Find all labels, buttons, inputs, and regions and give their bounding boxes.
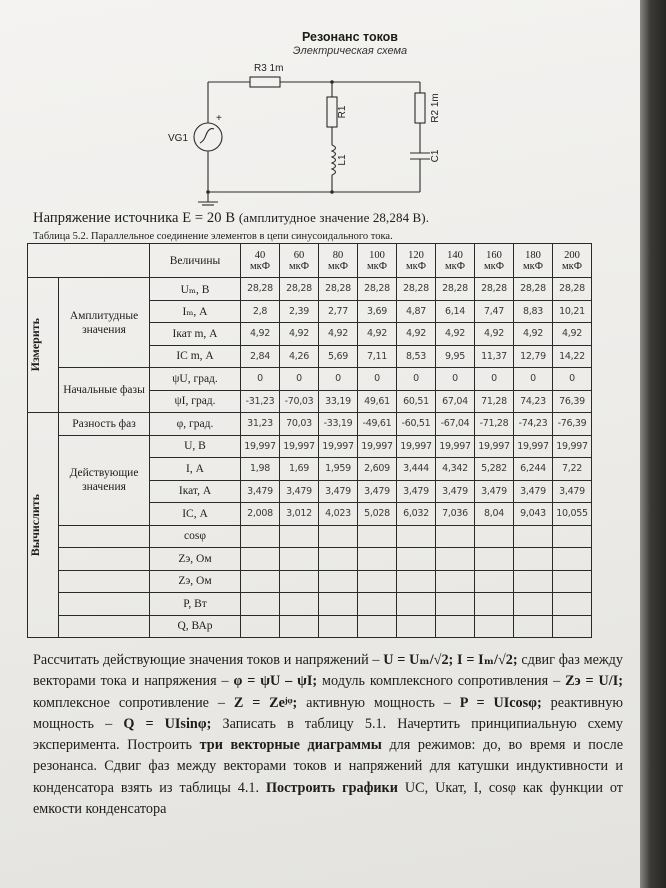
cell-um: 28,28 (358, 278, 397, 301)
cell-ikat: 4,92 (397, 323, 436, 346)
table-row (28, 548, 592, 571)
cell-psiu: 0 (553, 368, 592, 391)
label-r1: R1 (337, 105, 348, 119)
cell-ikat_eff: 3,479 (241, 480, 280, 503)
header-capacitance (358, 244, 397, 278)
group-blank (59, 615, 150, 638)
cell-icm: 9,95 (436, 345, 475, 368)
quantity-um: Uₘ, В (150, 278, 241, 301)
cell-phi: -74,23 (514, 413, 553, 436)
cell-ikat: 4,92 (475, 323, 514, 346)
cell-ikat_eff: 3,479 (514, 480, 553, 503)
inductor-l1 (332, 145, 336, 175)
cell-i: 5,282 (475, 458, 514, 481)
cell-um: 28,28 (436, 278, 475, 301)
cell-ikat: 4,92 (319, 323, 358, 346)
group-blank (59, 525, 150, 548)
cell-u: 19,997 (514, 435, 553, 458)
cell-cos (475, 525, 514, 548)
cell-im: 2,77 (319, 300, 358, 323)
cell-zc (241, 570, 280, 593)
cell-icm: 12,79 (514, 345, 553, 368)
cell-phi: -71,28 (475, 413, 514, 436)
capacitance-unit: мкФ (249, 260, 271, 272)
table-header-row (28, 244, 592, 278)
label-r2: R2 1m (430, 93, 441, 123)
cell-z (553, 548, 592, 571)
cell-zc (553, 570, 592, 593)
cell-ic: 4,023 (319, 503, 358, 526)
cell-psii: 74,23 (514, 390, 553, 413)
cell-cos (358, 525, 397, 548)
para-formula-reactive-power: Q = UIsinφ; (123, 715, 212, 732)
capacitance-unit: мкФ (327, 260, 349, 272)
quantity-phi: φ, град. (150, 413, 241, 436)
table-row (28, 615, 592, 638)
cell-ikat: 4,92 (436, 323, 475, 346)
cell-um: 28,28 (319, 278, 358, 301)
cell-psii: 76,39 (553, 390, 592, 413)
cell-psiu: 0 (280, 368, 319, 391)
cell-p (475, 593, 514, 616)
source-voltage-heading (33, 210, 429, 227)
cell-icm: 4,26 (280, 345, 319, 368)
para-text-9: UC, Uкат, I, cosφ как функции от емкости конденсатора (33, 779, 623, 818)
cell-p (436, 593, 475, 616)
cell-q (319, 615, 358, 638)
cell-im: 2,8 (241, 300, 280, 323)
cell-i: 1,98 (241, 458, 280, 481)
cell-zc (358, 570, 397, 593)
cell-psiu: 0 (397, 368, 436, 391)
cell-cos (280, 525, 319, 548)
resistor-r2 (415, 93, 425, 123)
label-l1: L1 (337, 154, 348, 166)
cell-z (241, 548, 280, 571)
header-capacitance (514, 244, 553, 278)
capacitance-unit: мкФ (522, 260, 544, 272)
cell-u: 19,997 (319, 435, 358, 458)
cell-z (475, 548, 514, 571)
cell-z (514, 548, 553, 571)
capacitance-value: 180 (525, 249, 541, 261)
cell-q (241, 615, 280, 638)
desk-edge (640, 0, 666, 888)
quantity-psii: ψI, град. (150, 390, 241, 413)
cell-psiu: 0 (514, 368, 553, 391)
quantity-cos: cosφ (150, 525, 241, 548)
cell-zc (436, 570, 475, 593)
quantity-u: U, В (150, 435, 241, 458)
voltage-source-vg1 (194, 123, 222, 151)
cell-q (475, 615, 514, 638)
cell-phi: -60,51 (397, 413, 436, 436)
table-row (28, 278, 592, 301)
quantity-icm: IC m, А (150, 345, 241, 368)
cell-psiu: 0 (475, 368, 514, 391)
cell-i: 7,22 (553, 458, 592, 481)
cell-icm: 14,22 (553, 345, 592, 368)
cell-i: 3,444 (397, 458, 436, 481)
measurement-table (27, 243, 592, 638)
cell-ikat_eff: 3,479 (436, 480, 475, 503)
cell-im: 10,21 (553, 300, 592, 323)
cell-cos (514, 525, 553, 548)
cell-q (358, 615, 397, 638)
cell-um: 28,28 (553, 278, 592, 301)
cell-u: 19,997 (280, 435, 319, 458)
cell-ic: 6,032 (397, 503, 436, 526)
capacitance-unit: мкФ (444, 260, 466, 272)
cell-um: 28,28 (475, 278, 514, 301)
table-caption: Таблица 5.2. Параллельное соединение элементов в цепи синусоидального тока. (33, 231, 393, 242)
cell-ikat_eff: 3,479 (280, 480, 319, 503)
quantity-ic: IC, А (150, 503, 241, 526)
para-formula-impedance-mod: Zэ = U/I; (565, 673, 623, 690)
cell-um: 28,28 (397, 278, 436, 301)
cell-psiu: 0 (358, 368, 397, 391)
cell-psii: 67,04 (436, 390, 475, 413)
cell-i: 4,342 (436, 458, 475, 481)
cell-phi: -67,04 (436, 413, 475, 436)
cell-psii: 60,51 (397, 390, 436, 413)
label-plus: + (216, 113, 222, 124)
header-quantity: Величины (150, 244, 241, 278)
cell-ikat_eff: 3,479 (553, 480, 592, 503)
para-text-2: сдвиг фаз между векторами тока и напряжения – (33, 652, 623, 690)
cell-im: 7,47 (475, 300, 514, 323)
quantity-zc: Zэ, Ом (150, 570, 241, 593)
resistor-r3 (250, 77, 280, 87)
cell-phi: 31,23 (241, 413, 280, 436)
cell-u: 19,997 (553, 435, 592, 458)
cell-q (280, 615, 319, 638)
cell-ikat: 4,92 (280, 323, 319, 346)
cell-ic: 8,04 (475, 503, 514, 526)
heading-main: Напряжение источника E = 20 В (33, 210, 236, 226)
para-text-6: реактивную мощность – (33, 694, 623, 732)
table-row (28, 368, 592, 391)
group-blank (59, 570, 150, 593)
header-capacitance (397, 244, 436, 278)
cell-ikat_eff: 3,479 (319, 480, 358, 503)
cell-phi: -33,19 (319, 413, 358, 436)
cell-ic: 2,008 (241, 503, 280, 526)
cell-ic: 3,012 (280, 503, 319, 526)
capacitance-value: 80 (332, 249, 344, 261)
cell-psii: -70,03 (280, 390, 319, 413)
capacitance-unit: мкФ (561, 260, 583, 272)
cell-im: 4,87 (397, 300, 436, 323)
cell-p (280, 593, 319, 616)
quantity-z: Zэ, Ом (150, 548, 241, 571)
cell-p (553, 593, 592, 616)
cell-p (397, 593, 436, 616)
para-text-7: Записать в таблицу 5.1. Начертить принципиальную схему эксперимента. Построить (33, 715, 623, 754)
cell-ic: 9,043 (514, 503, 553, 526)
cell-p (514, 593, 553, 616)
cell-z (319, 548, 358, 571)
capacitance-value: 100 (369, 249, 385, 261)
cell-psii: 49,61 (358, 390, 397, 413)
cell-ikat: 4,92 (553, 323, 592, 346)
cell-icm: 8,53 (397, 345, 436, 368)
quantity-ikat_eff: Iкат, А (150, 480, 241, 503)
cell-ikat_eff: 3,479 (358, 480, 397, 503)
group-effective: Действующие значения (59, 435, 150, 525)
cell-z (358, 548, 397, 571)
capacitance-unit: мкФ (405, 260, 427, 272)
section-compute (28, 413, 59, 638)
header-capacitance (475, 244, 514, 278)
capacitance-value: 200 (564, 249, 580, 261)
quantity-q: Q, ВАр (150, 615, 241, 638)
cell-i: 2,609 (358, 458, 397, 481)
cell-ikat: 4,92 (358, 323, 397, 346)
para-formula-phase: φ = ψU – ψI; (233, 673, 318, 690)
cell-icm: 5,69 (319, 345, 358, 368)
table-row (28, 525, 592, 548)
header-blank (28, 244, 150, 278)
cell-zc (475, 570, 514, 593)
circuit-schematic (168, 55, 480, 215)
cell-zc (397, 570, 436, 593)
quantity-ikat: Iкат m, А (150, 323, 241, 346)
table-row (28, 435, 592, 458)
para-text-3: модуль комплексного сопротивления – (317, 673, 566, 690)
para-text-8: для режимов: до, во время и после резонанса. Сдвиг фаз между векторами токов и напряжений для катушки индуктивности и конденсатора взять из таблицы 4.1. (33, 737, 623, 796)
para-bold-plot-graphs: Построить графики (265, 779, 398, 796)
para-formula-active-power: P = UIcosφ; (459, 694, 542, 711)
label-r3: R3 1m (254, 63, 284, 74)
para-text-5: активную мощность – (297, 694, 460, 711)
cell-psiu: 0 (319, 368, 358, 391)
group-initial-phases: Начальные фазы (59, 368, 150, 413)
cell-psiu: 0 (436, 368, 475, 391)
resistor-r1 (327, 97, 337, 127)
label-c1: C1 (430, 149, 441, 163)
instructions-paragraph (33, 650, 623, 820)
cell-icm: 7,11 (358, 345, 397, 368)
cell-im: 6,14 (436, 300, 475, 323)
header-capacitance (319, 244, 358, 278)
cell-i: 1,959 (319, 458, 358, 481)
group-phase-diff: Разность фаз (59, 413, 150, 436)
cell-q (514, 615, 553, 638)
group-amplitude: Амплитудные значения (59, 278, 150, 368)
capacitance-unit: мкФ (288, 260, 310, 272)
schematic-title: Резонанс токов (302, 30, 398, 44)
cell-z (436, 548, 475, 571)
cell-im: 8,83 (514, 300, 553, 323)
cell-zc (319, 570, 358, 593)
cell-cos (553, 525, 592, 548)
table-row (28, 593, 592, 616)
header-capacitance (436, 244, 475, 278)
cell-im: 3,69 (358, 300, 397, 323)
cell-u: 19,997 (241, 435, 280, 458)
cell-phi: -76,39 (553, 413, 592, 436)
cell-psii: 71,28 (475, 390, 514, 413)
cell-i: 1,69 (280, 458, 319, 481)
capacitance-unit: мкФ (366, 260, 388, 272)
quantity-psiu: ψU, град. (150, 368, 241, 391)
cell-psii: 33,19 (319, 390, 358, 413)
quantity-p: P, Вт (150, 593, 241, 616)
cell-um: 28,28 (280, 278, 319, 301)
cell-ikat_eff: 3,479 (397, 480, 436, 503)
para-text-1: Рассчитать действующие значения токов и напряжений – (33, 652, 384, 668)
section-compute-label: Вычислить (28, 493, 42, 557)
cell-ic: 7,036 (436, 503, 475, 526)
cell-cos (397, 525, 436, 548)
capacitance-value: 60 (293, 249, 305, 261)
header-capacitance (553, 244, 592, 278)
cell-u: 19,997 (475, 435, 514, 458)
cell-i: 6,244 (514, 458, 553, 481)
capacitance-unit: мкФ (483, 260, 505, 272)
capacitance-value: 40 (254, 249, 266, 261)
cell-cos (436, 525, 475, 548)
para-formula-impedance: Z = Zeʲᵠ; (233, 694, 298, 711)
cell-phi: -49,61 (358, 413, 397, 436)
cell-im: 2,39 (280, 300, 319, 323)
cell-q (553, 615, 592, 638)
cell-psiu: 0 (241, 368, 280, 391)
heading-paren: (амплитудное значение 28,284 В). (238, 210, 430, 225)
cell-icm: 11,37 (475, 345, 514, 368)
cell-icm: 2,84 (241, 345, 280, 368)
cell-z (397, 548, 436, 571)
schematic-subtitle: Электрическая схема (292, 45, 408, 57)
capacitance-value: 140 (447, 249, 463, 261)
capacitance-value: 160 (486, 249, 502, 261)
cell-u: 19,997 (397, 435, 436, 458)
cell-cos (319, 525, 358, 548)
cell-zc (280, 570, 319, 593)
section-measure-label: Измерить (28, 318, 42, 372)
cell-p (241, 593, 280, 616)
cell-q (397, 615, 436, 638)
group-blank (59, 548, 150, 571)
cell-p (358, 593, 397, 616)
cell-um: 28,28 (514, 278, 553, 301)
cell-zc (514, 570, 553, 593)
cell-psii: -31,23 (241, 390, 280, 413)
cell-z (280, 548, 319, 571)
cell-u: 19,997 (436, 435, 475, 458)
quantity-i: I, А (150, 458, 241, 481)
cell-ikat_eff: 3,479 (475, 480, 514, 503)
cell-um: 28,28 (241, 278, 280, 301)
cell-p (319, 593, 358, 616)
cell-ic: 10,055 (553, 503, 592, 526)
para-formula-rms: U = Uₘ/√2; I = Iₘ/√2; (383, 652, 518, 668)
cell-ikat: 4,92 (514, 323, 553, 346)
quantity-im: Iₘ, А (150, 300, 241, 323)
cell-phi: 70,03 (280, 413, 319, 436)
cell-ikat: 4,92 (241, 323, 280, 346)
section-measure (28, 278, 59, 413)
para-text-4: комплексное сопротивление – (33, 694, 234, 711)
header-capacitance (241, 244, 280, 278)
table-row (28, 413, 592, 436)
cell-cos (241, 525, 280, 548)
cell-ic: 5,028 (358, 503, 397, 526)
cell-u: 19,997 (358, 435, 397, 458)
cell-q (436, 615, 475, 638)
capacitance-value: 120 (408, 249, 424, 261)
para-bold-vector-diagrams: три векторные диаграммы (199, 737, 382, 754)
label-vg1: VG1 (168, 133, 189, 144)
header-capacitance (280, 244, 319, 278)
group-blank (59, 593, 150, 616)
table-row (28, 570, 592, 593)
